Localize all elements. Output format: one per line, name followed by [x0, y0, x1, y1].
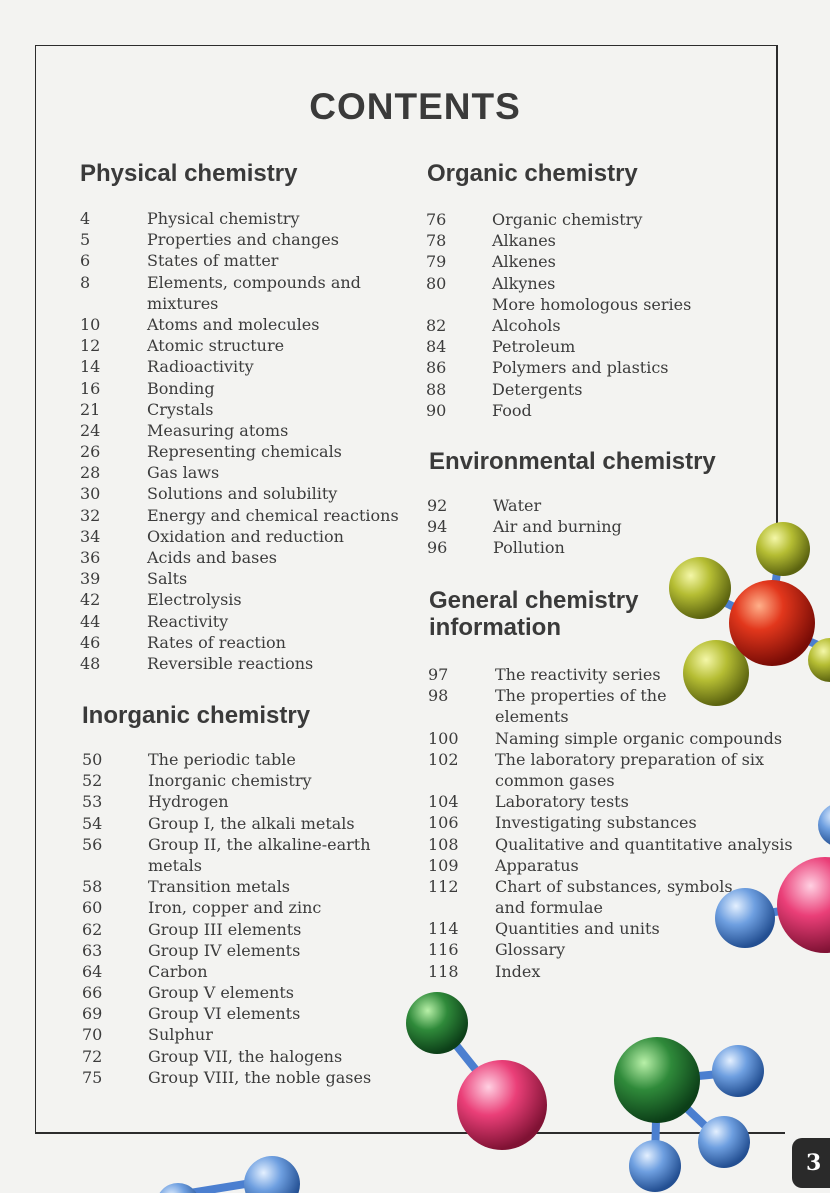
toc-entry — [82, 1046, 371, 1067]
toc-entry — [80, 547, 399, 568]
toc-entry — [80, 208, 399, 229]
toc-entry-title: Carbon — [148, 961, 208, 981]
toc-page-number: 98 — [428, 686, 449, 706]
toc-page-number: 34 — [80, 526, 101, 546]
toc-entry-title: Acids and bases — [147, 548, 278, 567]
toc-page-number: 62 — [82, 919, 103, 939]
toc-entry-title: Sulphur — [148, 1025, 213, 1045]
toc-entry-title: Gas laws — [147, 463, 220, 483]
toc-entry — [428, 770, 793, 791]
toc-entry-title: Group VII, the halogens — [148, 1046, 343, 1066]
toc-entry-title: Alkynes — [492, 273, 556, 293]
toc-entry — [426, 294, 691, 315]
toc-entry-title: Physical chemistry — [147, 209, 300, 228]
toc-page-number: 82 — [426, 315, 447, 335]
toc-entry — [82, 897, 371, 918]
toc-entry — [428, 664, 793, 685]
environmental-chemistry-list — [427, 495, 622, 559]
toc-entry — [427, 537, 622, 558]
toc-page-number: 112 — [428, 876, 459, 896]
toc-page-number: 46 — [80, 632, 101, 652]
toc-entry — [80, 229, 399, 250]
toc-entry — [82, 1003, 371, 1024]
toc-entry-title: Measuring atoms — [147, 420, 289, 440]
toc-entry — [426, 336, 691, 357]
toc-entry — [80, 293, 399, 314]
green-atom — [614, 1037, 700, 1123]
toc-entry — [80, 505, 399, 526]
toc-page-number: 96 — [427, 538, 448, 558]
toc-page-number: 4 — [80, 209, 91, 228]
toc-entry — [428, 728, 793, 749]
toc-entry-title: Chart of substances, symbols — [495, 876, 733, 896]
toc-page-number: 42 — [80, 590, 101, 610]
toc-page-number: 53 — [82, 792, 103, 812]
toc-page-number: 70 — [82, 1025, 103, 1045]
toc-page-number: 104 — [428, 792, 459, 812]
toc-page-number: 108 — [428, 834, 459, 854]
toc-page-number: 5 — [80, 230, 91, 250]
toc-entry-title: Alkenes — [492, 252, 556, 272]
toc-entry-title: Laboratory tests — [495, 792, 629, 812]
toc-entry-title: Atomic structure — [147, 336, 285, 356]
toc-entry — [426, 379, 691, 400]
toc-entry — [428, 961, 793, 982]
toc-entry — [80, 568, 399, 589]
toc-entry — [80, 420, 399, 441]
toc-entry-title: Reactivity — [147, 611, 229, 631]
toc-entry-title: and formulae — [495, 898, 603, 918]
toc-page-number: 48 — [80, 653, 101, 673]
toc-entry-title: Electrolysis — [147, 590, 242, 610]
toc-page-number: 66 — [82, 983, 103, 1003]
toc-entry — [80, 250, 399, 271]
toc-entry-title: Inorganic chemistry — [148, 771, 312, 791]
toc-page-number: 63 — [82, 940, 103, 960]
toc-entry — [82, 1067, 371, 1088]
page-title: CONTENTS — [309, 86, 521, 127]
toc-entry-title: Group VIII, the noble gases — [148, 1067, 372, 1087]
toc-page-number — [426, 294, 492, 315]
toc-entry-title: Air and burning — [493, 517, 622, 537]
toc-entry — [426, 400, 691, 421]
toc-entry-title: Energy and chemical reactions — [147, 505, 399, 525]
toc-page-number: 44 — [80, 611, 101, 631]
toc-entry — [82, 876, 371, 897]
toc-entry — [427, 516, 622, 537]
toc-entry — [80, 632, 399, 653]
blue-atom — [629, 1140, 681, 1192]
toc-entry — [428, 812, 793, 833]
toc-entry-title: Pollution — [493, 538, 565, 558]
yellow-atom — [756, 522, 810, 576]
toc-entry — [426, 209, 691, 230]
red-atom — [729, 580, 815, 666]
toc-entry-title: Investigating substances — [495, 813, 697, 833]
toc-entry-title: Polymers and plastics — [492, 358, 669, 378]
toc-page-number: 84 — [426, 337, 447, 357]
toc-page-number: 10 — [80, 314, 101, 334]
toc-page-number: 72 — [82, 1046, 103, 1066]
toc-entry-title: Group IV elements — [148, 940, 301, 960]
yellow-atom — [669, 557, 731, 619]
toc-entry-title: Group II, the alkaline-earth — [148, 834, 371, 854]
toc-page-number: 86 — [426, 358, 447, 378]
organic-chemistry-list — [426, 209, 691, 421]
toc-entry-title: Water — [493, 496, 542, 515]
toc-page-number: 78 — [426, 231, 447, 251]
toc-entry-title: Alkanes — [492, 231, 556, 251]
toc-entry — [80, 483, 399, 504]
toc-page-number: 54 — [82, 813, 103, 833]
blue-atom — [244, 1156, 300, 1193]
pink-atom — [457, 1060, 547, 1150]
toc-page-number: 56 — [82, 834, 103, 854]
toc-page-number: 36 — [80, 548, 101, 567]
heading-physical-chemistry: Physical chemistry — [80, 160, 298, 187]
toc-entry — [80, 378, 399, 399]
toc-entry — [80, 335, 399, 356]
toc-entry-title: Oxidation and reduction — [147, 526, 344, 546]
toc-entry-title: Group V elements — [148, 983, 294, 1003]
green-atom — [406, 992, 468, 1054]
toc-entry-title: Atoms and molecules — [147, 314, 320, 334]
toc-page-number: 24 — [80, 420, 101, 440]
toc-page-number: 6 — [80, 251, 91, 271]
toc-page-number: 88 — [426, 379, 447, 399]
toc-entry — [82, 749, 371, 770]
toc-entry-title: Salts — [147, 569, 188, 589]
toc-page-number: 102 — [428, 749, 459, 769]
toc-entry-title: Crystals — [147, 399, 214, 419]
heading-general-line1: General chemistry — [429, 587, 639, 614]
toc-entry-title: Solutions and solubility — [147, 484, 338, 504]
toc-entry — [80, 399, 399, 420]
toc-entry — [82, 1024, 371, 1045]
toc-page-number: 58 — [82, 877, 103, 897]
toc-entry-title: mixtures — [147, 293, 219, 313]
heading-inorganic-chemistry: Inorganic chemistry — [82, 702, 311, 729]
toc-entry — [82, 813, 371, 834]
toc-page-number: 14 — [80, 357, 101, 377]
page-number: 3 — [792, 1138, 830, 1188]
toc-page-number: 26 — [80, 442, 101, 462]
toc-entry-title: Transition metals — [148, 877, 290, 897]
toc-entry — [428, 855, 793, 876]
toc-page-number: 39 — [80, 569, 101, 589]
toc-page-number: 100 — [428, 728, 459, 748]
toc-page-number: 64 — [82, 961, 103, 981]
general-chemistry-list — [428, 664, 793, 982]
toc-entry — [426, 273, 691, 294]
toc-entry-title: Organic chemistry — [492, 210, 643, 229]
toc-entry-title: Qualitative and quantitative analysis — [495, 834, 793, 854]
toc-entry-title: Hydrogen — [148, 792, 229, 812]
toc-page-number: 30 — [80, 484, 101, 504]
toc-entry — [82, 919, 371, 940]
toc-entry — [426, 251, 691, 272]
toc-page-number: 75 — [82, 1067, 103, 1087]
inorganic-chemistry-list — [82, 749, 371, 1088]
blue-atom — [156, 1183, 200, 1193]
toc-page-number: 8 — [80, 272, 91, 292]
toc-entry-title: Group VI elements — [148, 1004, 301, 1024]
toc-page-number: 106 — [428, 813, 459, 833]
toc-entry — [82, 791, 371, 812]
toc-entry — [80, 611, 399, 632]
toc-entry-title: common gases — [495, 770, 615, 790]
toc-entry — [80, 441, 399, 462]
toc-entry-title: Radioactivity — [147, 357, 254, 377]
toc-entry-title: The reactivity series — [495, 665, 661, 684]
blue-atom — [698, 1116, 750, 1168]
toc-page-number: 80 — [426, 273, 447, 293]
toc-entry-title: Reversible reactions — [147, 653, 314, 673]
heading-organic-chemistry: Organic chemistry — [427, 160, 638, 187]
toc-page-number — [428, 706, 495, 727]
toc-entry-title: The laboratory preparation of six — [495, 749, 764, 769]
toc-entry-title: The periodic table — [148, 750, 296, 769]
toc-entry-title: States of matter — [147, 251, 279, 271]
toc-entry — [427, 495, 622, 516]
toc-entry — [428, 685, 793, 706]
toc-page-number: 60 — [82, 898, 103, 918]
toc-entry-title: Detergents — [492, 379, 583, 399]
toc-entry — [80, 272, 399, 293]
toc-entry — [82, 961, 371, 982]
toc-entry-title: Representing chemicals — [147, 442, 342, 462]
toc-page-number: 79 — [426, 252, 447, 272]
toc-entry — [426, 230, 691, 251]
toc-entry-title: Index — [495, 961, 541, 981]
toc-page-number: 69 — [82, 1004, 103, 1024]
toc-entry-title: Rates of reaction — [147, 632, 286, 652]
toc-entry — [80, 462, 399, 483]
blue-atom — [818, 803, 830, 847]
toc-entry — [80, 653, 399, 674]
toc-page-number: 50 — [82, 750, 103, 769]
toc-page-number: 21 — [80, 399, 101, 419]
toc-entry-title: metals — [148, 855, 202, 875]
toc-page-number: 76 — [426, 210, 447, 229]
toc-entry — [80, 314, 399, 335]
toc-page-number: 118 — [428, 961, 459, 981]
physical-chemistry-list — [80, 208, 399, 674]
blue-atom — [712, 1045, 764, 1097]
toc-entry — [82, 855, 371, 876]
toc-page-number: 116 — [428, 940, 459, 960]
toc-entry-title: Naming simple organic compounds — [495, 728, 783, 748]
toc-page-number: 28 — [80, 463, 101, 483]
toc-page-number: 92 — [427, 496, 448, 515]
heading-general-line2: information — [429, 614, 561, 641]
toc-entry-title: Glossary — [495, 940, 566, 960]
toc-entry-title: Properties and changes — [147, 230, 339, 250]
toc-entry — [426, 315, 691, 336]
toc-page-number: 94 — [427, 517, 448, 537]
toc-entry-title: More homologous series — [492, 294, 692, 314]
toc-entry — [428, 706, 793, 727]
toc-page-number: 97 — [428, 665, 449, 684]
toc-entry — [82, 940, 371, 961]
heading-environmental-chemistry: Environmental chemistry — [429, 448, 716, 475]
toc-entry — [82, 982, 371, 1003]
toc-entry-title: Group I, the alkali metals — [148, 813, 355, 833]
toc-entry-title: Quantities and units — [495, 919, 660, 939]
toc-entry — [428, 749, 793, 770]
toc-page-number: 52 — [82, 771, 103, 791]
toc-page-number: 12 — [80, 336, 101, 356]
toc-entry-title: Group III elements — [148, 919, 302, 939]
toc-entry — [428, 897, 793, 918]
toc-page-number — [80, 293, 147, 314]
toc-page-number — [82, 855, 148, 876]
toc-entry — [82, 770, 371, 791]
toc-page-number: 32 — [80, 505, 101, 525]
toc-page-number: 90 — [426, 400, 447, 420]
toc-entry — [80, 526, 399, 547]
toc-entry — [80, 356, 399, 377]
toc-page-number: 114 — [428, 919, 459, 939]
toc-entry — [426, 357, 691, 378]
toc-entry — [82, 834, 371, 855]
toc-page-number: 109 — [428, 855, 459, 875]
toc-entry — [428, 918, 793, 939]
heading-general-chemistry — [429, 587, 638, 641]
toc-entry — [428, 834, 793, 855]
toc-entry — [428, 791, 793, 812]
toc-entry-title: elements — [495, 707, 569, 727]
toc-entry-title: Iron, copper and zinc — [148, 898, 322, 918]
toc-entry — [428, 939, 793, 960]
toc-entry-title: Elements, compounds and — [147, 272, 361, 292]
toc-entry — [80, 589, 399, 610]
toc-entry-title: Food — [492, 400, 532, 420]
toc-entry-title: Alcohols — [492, 315, 561, 335]
toc-page-number: 16 — [80, 378, 101, 398]
toc-entry — [428, 876, 793, 897]
toc-entry-title: Petroleum — [492, 337, 576, 357]
toc-entry-title: Bonding — [147, 378, 215, 398]
toc-entry-title: Apparatus — [495, 855, 579, 875]
toc-page-number — [428, 897, 495, 918]
toc-page-number — [428, 770, 495, 791]
toc-entry-title: The properties of the — [495, 686, 667, 706]
